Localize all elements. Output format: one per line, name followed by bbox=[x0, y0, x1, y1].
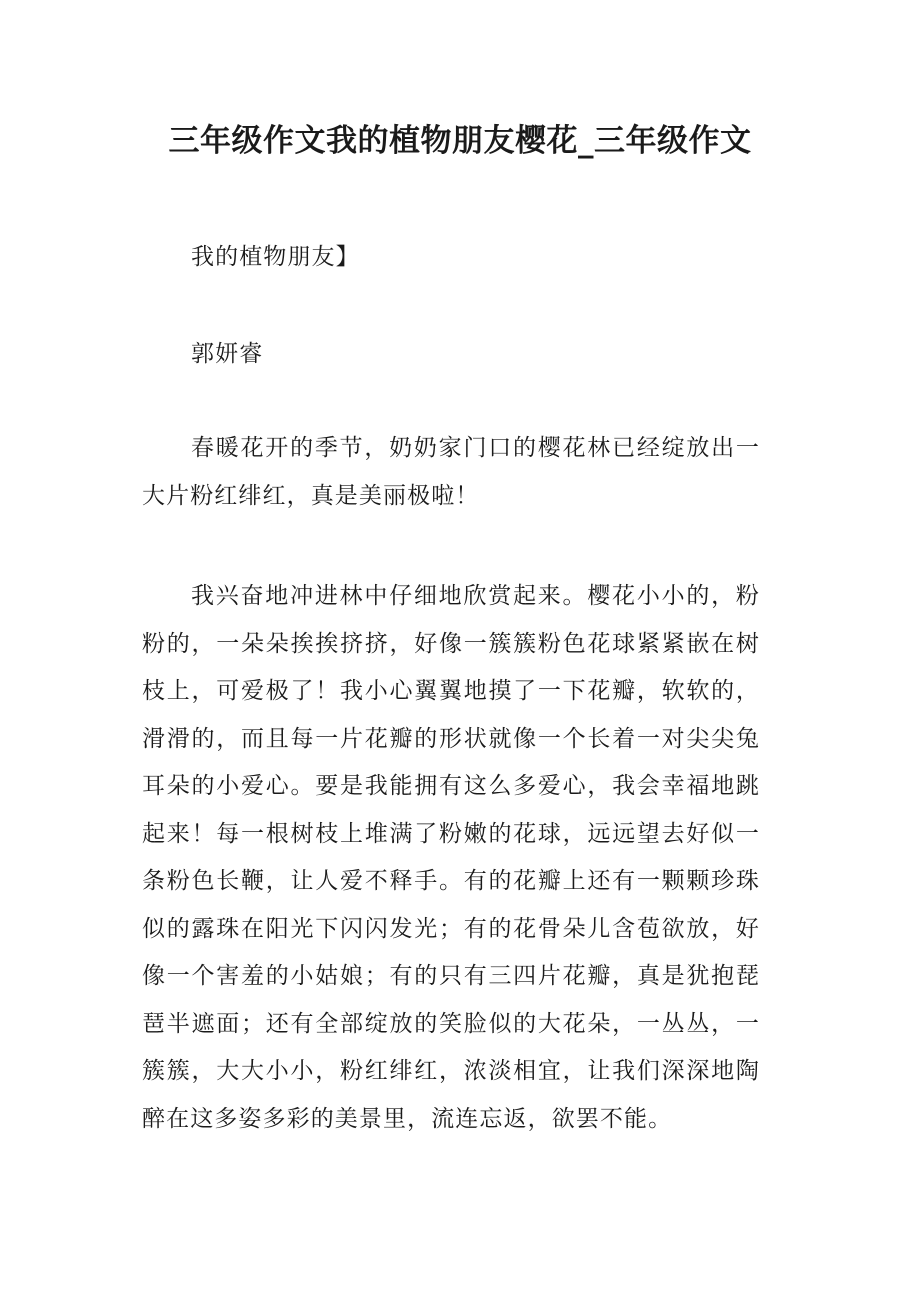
paragraph-heading-line: 我的植物朋友】 bbox=[191, 244, 360, 270]
document-title: 三年级作文我的植物朋友樱花_三年级作文 bbox=[168, 123, 752, 159]
author-name: 郭妍睿 bbox=[191, 341, 264, 367]
paragraph-main: 我兴奋地冲进林中仔细地欣赏起来。樱花小小的，粉粉的，一朵朵挨挨挤挤，好像一簇簇粉色花球紧紧嵌在树枝上，可爱极了！我小心翼翼地摸了一下花瓣，软软的，滑滑的，而且每一片花瓣的形状就像一个长着一对尖尖兔耳朵的小爱心。要是我能拥有这么多爱心，我会幸福地跳起来！每一根树枝上堆满了粉嫩的花球，远远望去好似一条粉色长鞭，让人爱不释手。有的花瓣上还有一颗颗珍珠似的露珠在阳光下闪闪发光；有的花骨朵儿含苞欲放，好像一个害羞的小姑娘；有的只有三四片花瓣，真是犹抱琵琶半遮面；还有全部绽放的笑脸似的大花朵，一丛丛，一簇簇，大大小小，粉红绯红，浓淡相宜，让我们深深地陶醉在这多姿多彩的美景里，流连忘返，欲罢不能。 bbox=[142, 583, 760, 1132]
paragraph-intro: 春暖花开的季节，奶奶家门口的樱花林已经绽放出一大片粉红绯红，真是美丽极啦！ bbox=[142, 435, 760, 509]
